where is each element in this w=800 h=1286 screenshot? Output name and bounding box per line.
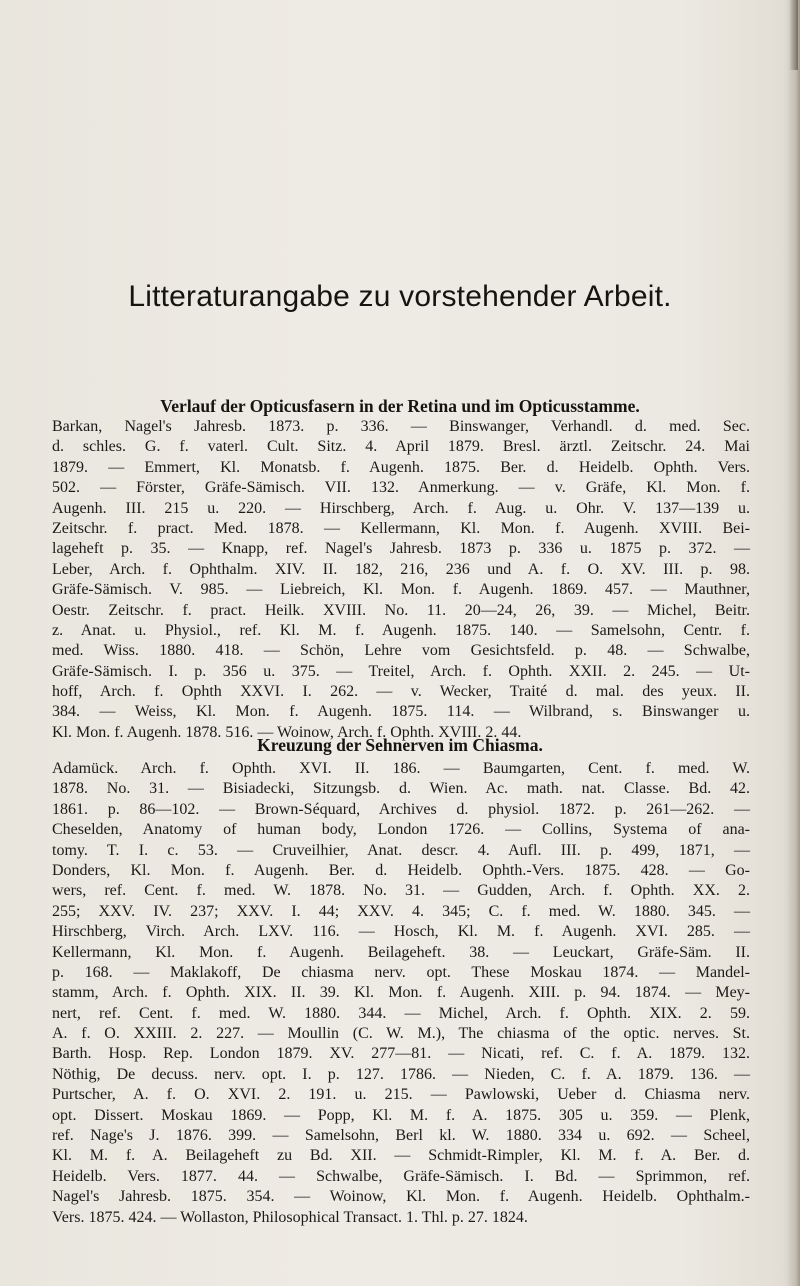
- page-title: Litteraturangabe zu vorstehender Arbeit.: [128, 280, 672, 313]
- reference-line: p. 168. — Maklakoff, De chiasma nerv. opt. These Moskau 1874. — Mandel-: [52, 963, 750, 981]
- reference-line: wers, ref. Cent. f. med. W. 1878. No. 31. — Gudden, Arch. f. Ophth. XX. 2.: [52, 882, 750, 900]
- section-heading-optic-fibers: Verlauf der Opticusfasern in der Retina und im Opticusstamme.: [160, 396, 640, 416]
- reference-line: Zeitschr. f. pract. Med. 1878. — Kellermann, Kl. Mon. f. Augenh. XVIII. Bei-: [52, 519, 750, 537]
- section-heading-chiasma: Kreuzung der Sehnerven im Chiasma.: [257, 735, 543, 755]
- reference-line: Hirschberg, Virch. Arch. LXV. 116. — Hosch, Kl. M. f. Augenh. XVI. 285. —: [52, 923, 750, 941]
- reference-line: Leber, Arch. f. Ophthalm. XIV. II. 182, 216, 236 und A. f. O. XV. III. p. 98.: [52, 560, 750, 578]
- reference-line: hoff, Arch. f. Ophth XXVI. I. 262. — v. Wecker, Traité d. mal. des yeux. II.: [52, 683, 750, 701]
- reference-line: 1878. No. 31. — Bisiadecki, Sitzungsb. d. Wien. Ac. math. nat. Classe. Bd. 42.: [52, 780, 750, 798]
- reference-line: z. Anat. u. Physiol., ref. Kl. M. f. Augenh. 1875. 140. — Samelsohn, Centr. f.: [52, 621, 750, 639]
- reference-line: Nöthig, De decuss. nerv. opt. I. p. 127. 1786. — Nieden, C. f. A. 1879. 136. —: [52, 1065, 750, 1083]
- reference-line: med. Wiss. 1880. 418. — Schön, Lehre vom Gesichtsfeld. p. 48. — Schwalbe,: [52, 642, 750, 660]
- reference-line: Purtscher, A. f. O. XVI. 2. 191. u. 215. — Pawlowski, Ueber d. Chiasma nerv.: [52, 1086, 750, 1104]
- references-block-chiasma: [52, 759, 750, 1228]
- reference-line: lageheft p. 35. — Knapp, ref. Nagel's Jahresb. 1873 p. 336 u. 1875 p. 372. —: [52, 540, 750, 558]
- reference-line: Heidelb. Vers. 1877. 44. — Schwalbe, Gräfe-Sämisch. I. Bd. — Sprimmon, ref.: [52, 1167, 750, 1185]
- page-edge-mark: [789, 0, 798, 70]
- reference-line: 255; XXV. IV. 237; XXV. I. 44; XXV. 4. 345; C. f. med. W. 1880. 345. —: [52, 902, 750, 920]
- reference-line: stamm, Arch. f. Ophth. XIX. II. 39. Kl. Mon. f. Augenh. XIII. p. 94. 1874. — Mey-: [52, 984, 750, 1002]
- reference-line: Donders, Kl. Mon. f. Augenh. Ber. d. Heidelb. Ophth.-Vers. 1875. 428. — Go-: [52, 861, 750, 879]
- reference-line: A. f. O. XXIII. 2. 227. — Moullin (C. W. M.), The chiasma of the optic. nerves. St.: [52, 1025, 750, 1043]
- reference-line: Augenh. III. 215 u. 220. — Hirschberg, Arch. f. Aug. u. Ohr. V. 137—139 u.: [52, 499, 750, 517]
- reference-line: Nagel's Jahresb. 1875. 354. — Woinow, Kl. Mon. f. Augenh. Heidelb. Ophthalm.-: [52, 1188, 750, 1206]
- reference-line: nert, ref. Cent. f. med. W. 1880. 344. — Michel, Arch. f. Ophth. XIX. 2. 59.: [52, 1004, 750, 1022]
- references-block-optic-fibers: [52, 417, 750, 743]
- reference-line: opt. Dissert. Moskau 1869. — Popp, Kl. M. f. A. 1875. 305 u. 359. — Plenk,: [52, 1106, 750, 1124]
- reference-line: 384. — Weiss, Kl. Mon. f. Augenh. 1875. 114. — Wilbrand, s. Binswanger u.: [52, 703, 750, 721]
- reference-line: tomy. T. I. c. 53. — Cruveilhier, Anat. descr. 4. Aufl. III. p. 499, 1871, —: [52, 841, 750, 859]
- reference-line: Kellermann, Kl. Mon. f. Augenh. Beilageheft. 38. — Leuckart, Gräfe-Säm. II.: [52, 943, 750, 961]
- reference-line: Vers. 1875. 424. — Wollaston, Philosophical Transact. 1. Thl. p. 27. 1824.: [52, 1208, 528, 1226]
- reference-line: 1861. p. 86—102. — Brown-Séquard, Archives d. physiol. 1872. p. 261—262. —: [52, 800, 750, 818]
- reference-line: Oestr. Zeitschr. f. pract. Heilk. XVIII. No. 11. 20—24, 26, 39. — Michel, Beitr.: [52, 601, 750, 619]
- reference-line: Barth. Hosp. Rep. London 1879. XV. 277—81. — Nicati, ref. C. f. A. 1879. 132.: [52, 1045, 750, 1063]
- reference-line: Barkan, Nagel's Jahresb. 1873. p. 336. — Binswanger, Verhandl. d. med. Sec.: [52, 418, 750, 435]
- reference-line: Kl. M. f. A. Beilageheft zu Bd. XII. — Schmidt-Rimpler, Kl. M. f. A. Ber. d.: [52, 1147, 750, 1165]
- reference-line: ref. Nage's J. 1876. 399. — Samelsohn, Berl kl. W. 1880. 334 u. 692. — Scheel,: [52, 1127, 750, 1145]
- reference-line: Gräfe-Sämisch. I. p. 356 u. 375. — Treitel, Arch. f. Ophth. XXII. 2. 245. — Ut-: [52, 662, 750, 680]
- reference-line: d. schles. G. f. vaterl. Cult. Sitz. 4. April 1879. Bresl. ärztl. Zeitschr. 24. Mai: [52, 438, 750, 456]
- reference-line: Adamück. Arch. f. Ophth. XVI. II. 186. — Baumgarten, Cent. f. med. W.: [52, 760, 750, 777]
- page-edge-shadow: [786, 0, 800, 1286]
- reference-line: Cheselden, Anatomy of human body, London 1726. — Collins, Systema of ana-: [52, 821, 750, 839]
- reference-line: 1879. — Emmert, Kl. Monatsb. f. Augenh. 1875. Ber. d. Heidelb. Ophth. Vers.: [52, 458, 750, 476]
- reference-line: Gräfe-Sämisch. V. 985. — Liebreich, Kl. Mon. f. Augenh. 1869. 457. — Mauthner,: [52, 581, 750, 599]
- reference-line: 502. — Förster, Gräfe-Sämisch. VII. 132. Anmerkung. — v. Gräfe, Kl. Mon. f.: [52, 479, 750, 497]
- reference-line: Kl. Mon. f. Augenh. 1878. 516. — Woinow, Arch. f. Ophth. XVIII. 2. 44.: [52, 723, 522, 741]
